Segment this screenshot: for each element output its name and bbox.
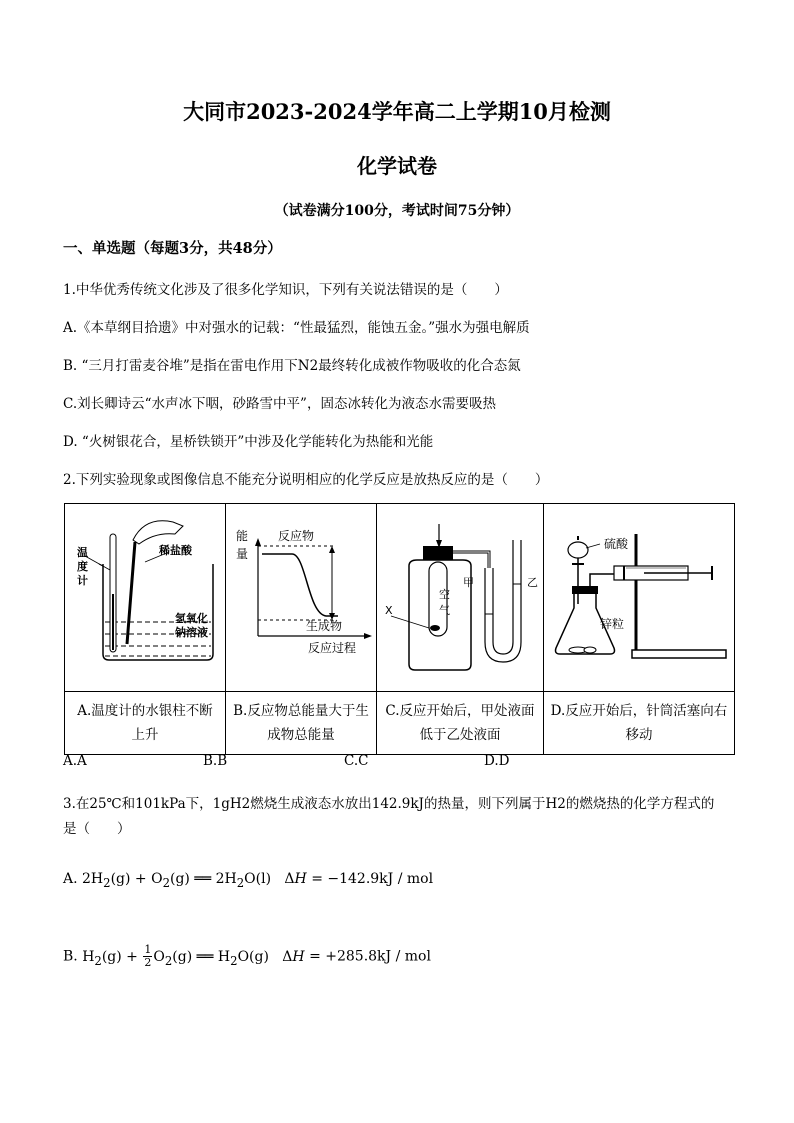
q2-stem: 2.下列实验现象或图像信息不能充分说明相应的化学反应是放热反应的是（ ） (63, 472, 549, 488)
q3-option-a-dh: = −142.9kJ / mol (311, 871, 434, 887)
label-naoh-1: 氢氧化 (175, 612, 208, 625)
exam-note: （试卷满分100分，考试时间75分钟） (274, 203, 520, 219)
q1-option-b: B. “三月打雷麦谷堆”是指在雷电作用下N2最终转化成被作物吸收的化合态氮 (63, 358, 521, 374)
label-reactant: 反应物 (278, 529, 315, 543)
q2-choice-c: C.C (344, 753, 369, 769)
figure-a-cell (65, 504, 226, 692)
q3-option-b-dh: = +285.8kJ / mol (309, 948, 431, 965)
label-sulfuric-acid: 硫酸 (604, 537, 629, 551)
exam-title: 大同市2023-2024学年高二上学期10月检测 (183, 99, 611, 124)
q3-stem-line2: 是（ ） (63, 821, 131, 837)
label-air-1: 空 (439, 588, 450, 601)
figure-d-syringe (544, 504, 734, 687)
q3-option-a-equation: $2H_2(g) + O_2(g)$ ══ $2H_2O(l)$ ΔH (82, 871, 307, 890)
label-thermometer-2: 度 (77, 560, 88, 573)
q1-stem: 1.中华优秀传统文化涉及了很多化学知识，下列有关说法错误的是（ ） (63, 282, 508, 298)
label-energy-1: 能 (236, 529, 249, 543)
q3-stem-line1: 3.在25℃和101kPa下，1gH2燃烧生成液态水放出142.9kJ的热量，则下列属于H2的燃烧热的化学方程式的 (63, 796, 715, 812)
figure-d-cell (544, 504, 735, 692)
label-dilute-hcl: 稀盐酸 (159, 544, 192, 557)
label-jia: 甲 (463, 576, 474, 589)
figure-c-u-tube (377, 504, 543, 687)
caption-a: A.温度计的水银柱不断上升 (65, 692, 226, 755)
caption-c: C.反应开始后，甲处液面低于乙处液面 (377, 692, 544, 755)
q2-choice-a: A.A (63, 753, 87, 769)
label-x: X (385, 604, 393, 617)
q2-figure-table (64, 503, 735, 755)
label-naoh-2: 钠溶液 (175, 626, 208, 639)
label-product: 生成物 (306, 619, 343, 633)
label-thermometer-1: 温 (77, 546, 88, 559)
q3-option-a (63, 871, 433, 890)
label-energy-2: 量 (236, 547, 249, 561)
caption-b: B.反应物总能量大于生成物总能量 (226, 692, 377, 755)
q1-option-c: C.刘长卿诗云“水声冰下咽，砂路雪中平”，固态冰转化为液态水需要吸热 (63, 396, 496, 412)
q1-option-d: D. “火树银花合，星桥铁锁开”中涉及化学能转化为热能和光能 (63, 434, 434, 450)
figure-a-thermometer-beaker (65, 504, 225, 687)
figure-b-cell (226, 504, 377, 692)
q3-option-b-label: B. (63, 948, 78, 965)
figure-c-cell (377, 504, 544, 692)
exam-subject: 化学试卷 (357, 154, 437, 178)
q2-choice-b: B.B (203, 753, 228, 769)
label-thermometer-3: 计 (77, 574, 88, 587)
q3-option-a-label: A. (63, 871, 78, 887)
label-air-2: 气 (439, 604, 450, 617)
caption-d: D.反应开始后，针筒活塞向右移动 (544, 692, 735, 755)
label-zinc: 锌粒 (600, 617, 625, 631)
section-heading: 一、单选题（每题3分，共48分） (63, 240, 282, 257)
q2-choice-d: D.D (484, 753, 510, 769)
label-reaction-progress: 反应过程 (308, 641, 357, 655)
q3-option-b-equation: $H_2(g)$ + $\frac{1}{2}$ $O_2(g)$ ══ $H_2O(g)$ ΔH (82, 943, 305, 969)
q1-option-a: A.《本草纲目拾遗》中对强水的记载：“性最猛烈，能蚀五金。”强水为强电解质 (63, 320, 530, 336)
figure-b-energy-diagram (226, 504, 376, 687)
label-yi: 乙 (527, 576, 538, 589)
q3-option-b (63, 944, 431, 969)
